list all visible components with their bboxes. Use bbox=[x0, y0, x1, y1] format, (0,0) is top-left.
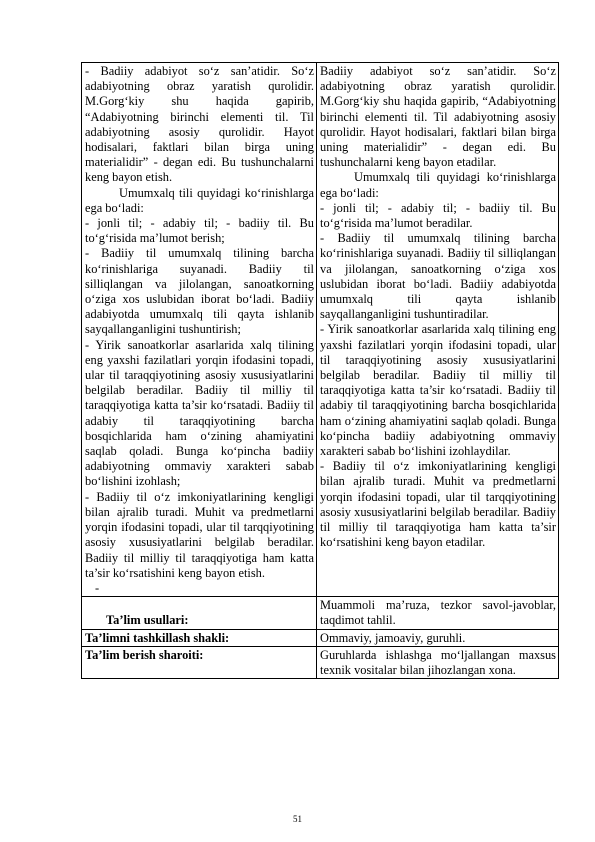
conditions-row bbox=[82, 646, 559, 678]
content-row bbox=[82, 63, 559, 597]
methods-row bbox=[82, 597, 559, 629]
paragraph: - jonli til; - adabiy til; - badiiy til. Bu to‘g‘risida ma’lumot berish; bbox=[85, 216, 314, 246]
paragraph: Umumxalq tili quyidagi ko‘rinishlarga ega bo‘ladi: bbox=[85, 185, 314, 215]
paragraph: - Badiiy til umumxalq tilining barcha ko‘rinishlariga suyanadi. Badiiy til silliqlangan va jilolangan, sanoatkorning o‘ziga xos uslubidan iborat bo‘ladi. Badiiy adabiyotda umumxalq tili qayta ishlanib sayqallanganligini tushuntirish; bbox=[85, 246, 314, 337]
paragraph: - Badiiy til o‘z imkoniyatlarining kengligi bilan ajralib turadi. Muhit va predmetlarni yorqin ifodasini topadi, ular til tarqqiyotining asosiy xususiyatlarini belgilab beradilar. Badiiy til milliy til taraqqiyotiga ham katta ta’sir ko‘rsatishini keng bayon etish. bbox=[85, 489, 314, 580]
paragraph: - Yirik sanoatkorlar asarlarida xalq tilining eng yaxshi fazilatlari yorqin ifodasini topadi, ular til taraqqiyotining asosiy xususiyatlarini belgilab beradilar. Badiiy til milliy til taraqqiyotiga katta ta’sir ko‘rsatadi. Badiiy til adabiy til taraqqiyotining barcha bosqichlarida ham o‘zining ahamiyatini saqlab qoladi. Bunga ko‘pincha badiiy adabiyotning ommaviy xarakteri sabab bo‘lishini izohlaydilar. bbox=[320, 322, 556, 459]
lesson-plan-table bbox=[81, 62, 559, 679]
paragraph: - bbox=[95, 580, 100, 595]
student-activity-cell bbox=[317, 63, 559, 597]
paragraph: - Badiiy til o‘z imkoniyatlarining kengligi bilan ajralib turadi. Muhit va predmetlarni yorqin ifodasini topadi, ular til tarqqiyotining asosiy xususiyatlarini belgilab beradilar. Badiiy til milliy til taraqqiyotiga ham katta ta’sir ko‘rsatishini keng bayon etadilar. bbox=[320, 459, 556, 550]
form-value: Ommaviy, jamoaviy, guruhli. bbox=[317, 629, 559, 646]
paragraph: - Yirik sanoatkorlar asarlarida xalq tilining eng yaxshi fazilatlari yorqin ifodasini topadi, ular til taraqqiyotining asosiy xususiyatlarini belgilab beradilar. Badiiy til milliy til taraqqiyotiga katta ta’sir ko‘rsatadi. Badiiy til adabiy til taraqqiyotining barcha bosqichlarida ham o‘zining ahamiyatini saqlab qoladi. Bunga ko‘pincha badiiy adabiyotning ommaviy xarakteri sabab bo‘lishini izohlash; bbox=[85, 337, 314, 489]
methods-label: Ta’lim usullari: bbox=[82, 597, 317, 629]
form-row bbox=[82, 629, 559, 646]
conditions-label: Ta’lim berish sharoiti: bbox=[82, 646, 317, 678]
teacher-activity-cell bbox=[82, 63, 317, 597]
paragraph: - Badiiy adabiyot so‘z san’atidir. So‘z adabiyotning obraz yaratish qurolidir. M.Gorg‘kiy shu haqida gapirib, “Adabiyotning birinchi elementi til. Til adabiyotning asosiy qurolidir. Hayot hodisalari, faktlari bilan birga uning materialidir” - degan edi. Bu tushunchalarni keng bayon etish. bbox=[85, 64, 314, 185]
methods-value: Muammoli ma’ruza, tezkor savol-javoblar, taqdimot tahlil. bbox=[317, 597, 559, 629]
paragraph: - Badiiy til umumxalq tilining barcha ko‘rinishlariga suyanadi. Badiiy til silliqlangan va jilolangan, sanoatkorning o‘ziga xos uslubidan iborat bo‘ladi. Badiiy adabiyotda umumxalq tili qayta ishlanib sayqallanganligini tushuntiradilar. bbox=[320, 231, 556, 322]
form-label: Ta’limni tashkillash shakli: bbox=[82, 629, 317, 646]
paragraph: - jonli til; - adabiy til; - badiiy til. Bu to‘g‘risida ma’lumot beradilar. bbox=[320, 200, 556, 231]
page-number: 51 bbox=[293, 814, 302, 824]
conditions-value: Guruhlarda ishlashga mo‘ljallangan maxsus texnik vositalar bilan jihozlangan xona. bbox=[317, 646, 559, 678]
paragraph: Badiiy adabiyot so‘z san’atidir. So‘z adabiyotning obraz yaratish qurolidir. M.Gorg‘kiy shu haqida gapirib, “Adabiyotning birinchi elementi til. Til adabiyotning asosiy qurolidir. Hayot hodisalari, faktlari bilan birga uning materialidir” - degan edi. Bu tushunchalarni keng bayon etadilar. bbox=[320, 64, 556, 170]
paragraph: Umumxalq tili quyidagi ko‘rinishlarga ega bo‘ladi: bbox=[320, 170, 556, 200]
